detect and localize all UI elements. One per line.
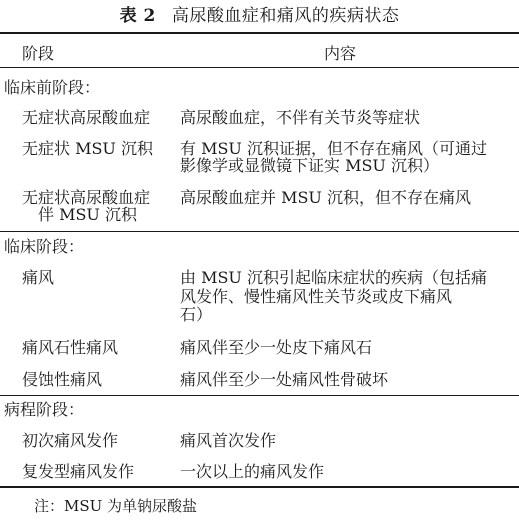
table-number: 表 2 [119,6,156,26]
section-rule [0,231,519,232]
section-title-course: 病程阶段： [4,400,85,419]
section-title-clinical: 临床阶段： [4,237,85,256]
section-title-preclinical: 临床前阶段： [4,78,101,97]
row-content: 由 MSU 沉积引起临床症状的疾病（包括痛 [180,268,488,287]
row-label: 伴 MSU 沉积 [38,205,138,224]
table-title [0,4,519,28]
bottom-rule [0,486,519,488]
table-title-text: 高尿酸血症和痛风的疾病状态 [171,6,400,26]
row-label: 痛风 [22,268,55,287]
row-label: 痛风石性痛风 [22,338,119,357]
table-note: 注：MSU 为单钠尿酸盐 [34,497,198,515]
row-content: 有 MSU 沉积证据，但不存在痛风（可通过 [180,139,488,158]
row-label: 无症状高尿酸血症 [22,188,151,207]
row-label: 初次痛风发作 [22,431,119,450]
row-label: 侵蚀性痛风 [22,370,103,389]
section-rule [0,395,519,396]
row-content: 风发作、慢性痛风性关节炎或皮下痛风 [180,287,453,306]
header-stage: 阶段 [22,44,55,63]
row-content: 石） [180,305,213,324]
row-label: 无症状高尿酸血症 [22,108,151,127]
row-content: 影像学或显微镜下证实 MSU 沉积） [180,156,440,175]
header-content: 内容 [324,44,357,63]
row-content: 一次以上的痛风发作 [180,462,325,481]
row-content: 痛风伴至少一处痛风性骨破坏 [180,370,389,389]
top-rule [0,32,519,34]
row-content: 高尿酸血症并 MSU 沉积，但不存在痛风 [180,188,472,207]
row-content: 高尿酸血症，不伴有关节炎等症状 [180,108,421,127]
row-label: 无症状 MSU 沉积 [22,139,154,158]
header-rule [0,67,519,68]
row-label: 复发型痛风发作 [22,462,135,481]
row-content: 痛风首次发作 [180,431,277,450]
row-content: 痛风伴至少一处皮下痛风石 [180,338,373,357]
